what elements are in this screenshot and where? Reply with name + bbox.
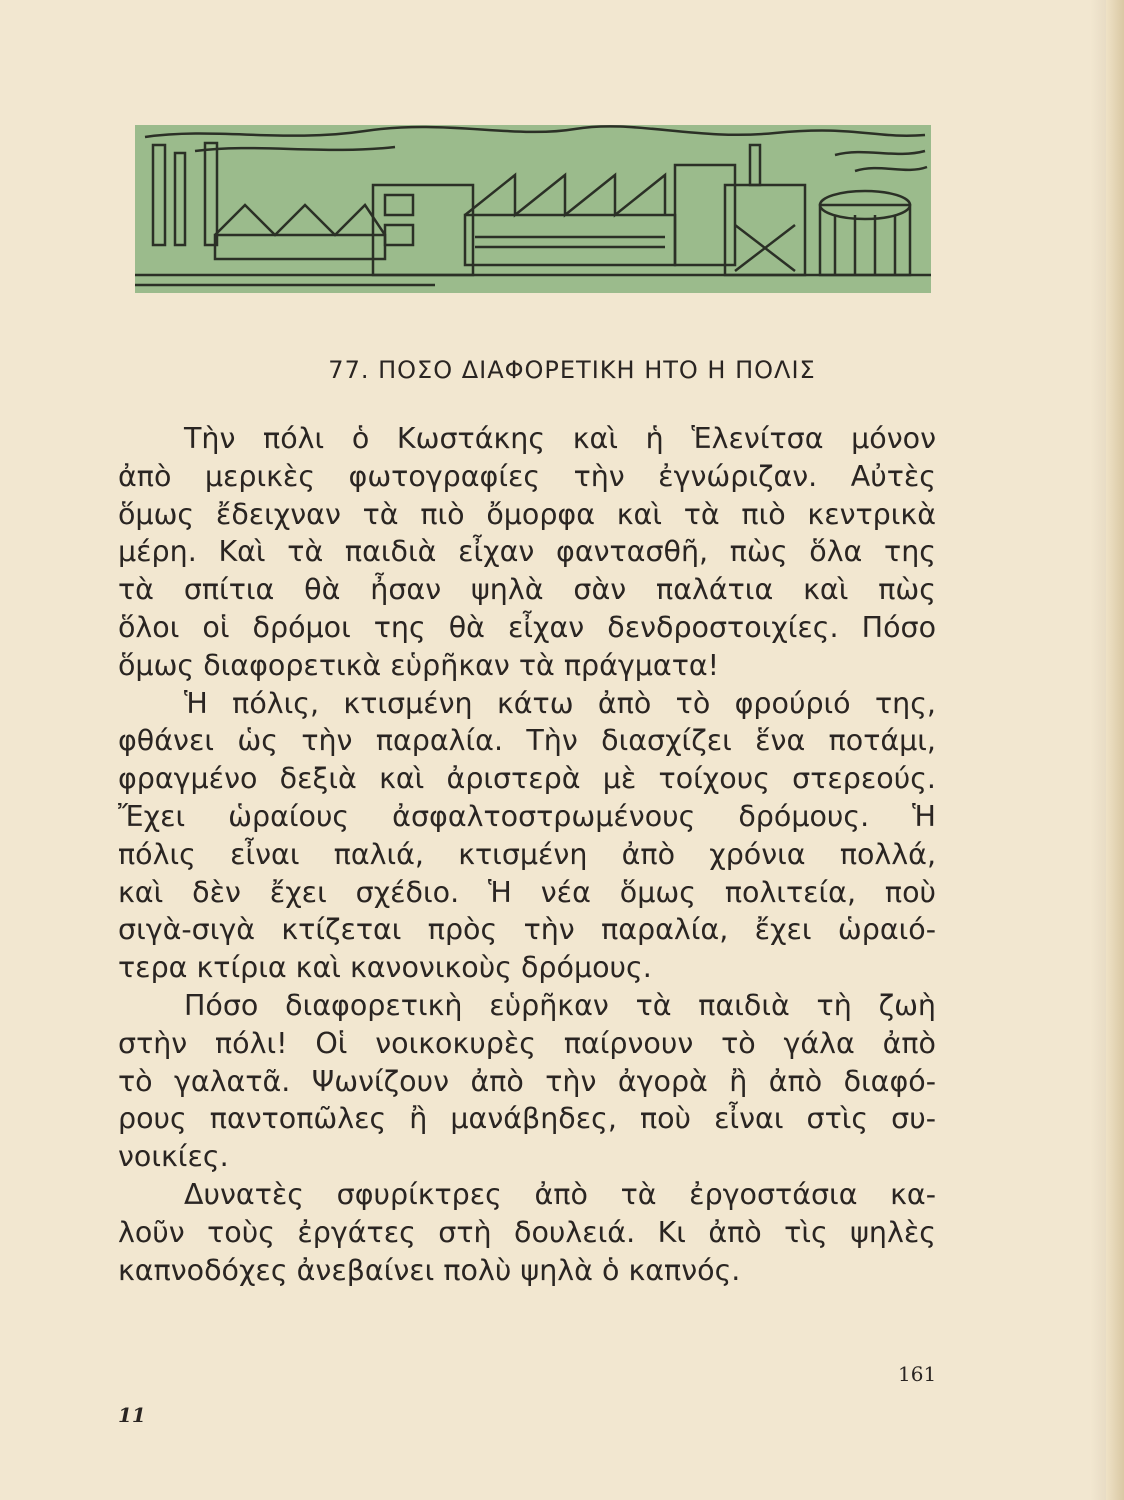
paragraph-3	[118, 987, 936, 1176]
text-line: ὅλοι οἱ δρόμοι της θὰ εἶχαν δενδροστοιχίες. Πόσο	[118, 610, 936, 644]
text-line: τὸ γαλατᾶ. Ψωνίζουν ἀπὸ τὴν ἀγορὰ ἢ ἀπὸ διαφό-	[118, 1064, 936, 1098]
text-line: τὰ σπίτια θὰ ἦσαν ψηλὰ σὰν παλάτια καὶ πὼς	[118, 573, 936, 607]
page-spine-shadow	[1106, 0, 1124, 1500]
text-line: ὅμως ἔδειχναν τὰ πιὸ ὄμορφα καὶ τὰ πιὸ κεντρικὰ	[118, 497, 936, 531]
text-line: Ἔχει ὡραίους ἀσφαλτοστρωμένους δρόμους. Ἡ	[118, 799, 936, 833]
text-line: καπνοδόχες ἀνεβαίνει πολὺ ψηλὰ ὁ καπνός.	[118, 1253, 741, 1287]
text-line: Δυνατὲς σφυρίκτρες ἀπὸ τὰ ἐργοστάσια κα-	[184, 1177, 936, 1211]
factory-skyline-illustration-icon	[135, 125, 931, 293]
text-line: καὶ δὲν ἔχει σχέδιο. Ἡ νέα ὅμως πολιτεία, ποὺ	[118, 875, 936, 909]
text-line: τερα κτίρια καὶ κανονικοὺς δρόμους.	[118, 951, 652, 985]
text-line: φθάνει ὡς τὴν παραλία. Τὴν διασχίζει ἕνα ποτάμι,	[118, 724, 936, 758]
text-line: σιγὰ-σιγὰ κτίζεται πρὸς τὴν παραλία, ἔχει ὡραιό-	[118, 913, 936, 947]
text-line: Τὴν πόλι ὁ Κωστάκης καὶ ἡ Ἑλενίτσα μόνον	[184, 422, 936, 455]
text-line: ἀπὸ μερικὲς φωτογραφίες τὴν ἐγνώριζαν. Αὐτὲς	[118, 459, 936, 493]
paragraph-1	[118, 420, 936, 685]
signature-mark: 11	[118, 1403, 146, 1427]
paragraph-2	[118, 685, 936, 987]
text-line: νοικίες.	[118, 1140, 229, 1174]
text-line: Ἡ πόλις, κτισμένη κάτω ἀπὸ τὸ φρούριό της,	[184, 686, 936, 720]
text-line: μέρη. Καὶ τὰ παιδιὰ εἶχαν φαντασθῆ, πὼς ὅλα της	[118, 535, 936, 569]
paragraph-4	[118, 1176, 936, 1289]
text-line: φραγμένο δεξιὰ καὶ ἀριστερὰ μὲ τοίχους στερεούς.	[118, 762, 936, 796]
text-line: Πόσο διαφορετικὴ εὑρῆκαν τὰ παιδιὰ τὴ ζωὴ	[184, 988, 936, 1022]
text-line: ὅμως διαφορετικὰ εὑρῆκαν τὰ πράγματα!	[118, 648, 720, 682]
body-text	[118, 420, 936, 1289]
chapter-heading: 77. ΠΟΣΟ ΔΙΑΦΟΡΕΤΙΚΗ ΗΤΟ Η ΠΟΛΙΣ	[328, 356, 816, 384]
text-line: στὴν πόλι! Οἱ νοικοκυρὲς παίρνουν τὸ γάλα ἀπὸ	[118, 1026, 936, 1060]
text-line: λοῦν τοὺς ἐργάτες στὴ δουλειά. Κι ἀπὸ τὶς ψηλὲς	[118, 1215, 936, 1249]
page-number: 161	[898, 1362, 937, 1386]
text-line: ρους παντοπῶλες ἢ μανάβηδες, ποὺ εἶναι στὶς συ-	[118, 1102, 936, 1136]
text-line: πόλις εἶναι παλιά, κτισμένη ἀπὸ χρόνια πολλά,	[118, 837, 936, 871]
